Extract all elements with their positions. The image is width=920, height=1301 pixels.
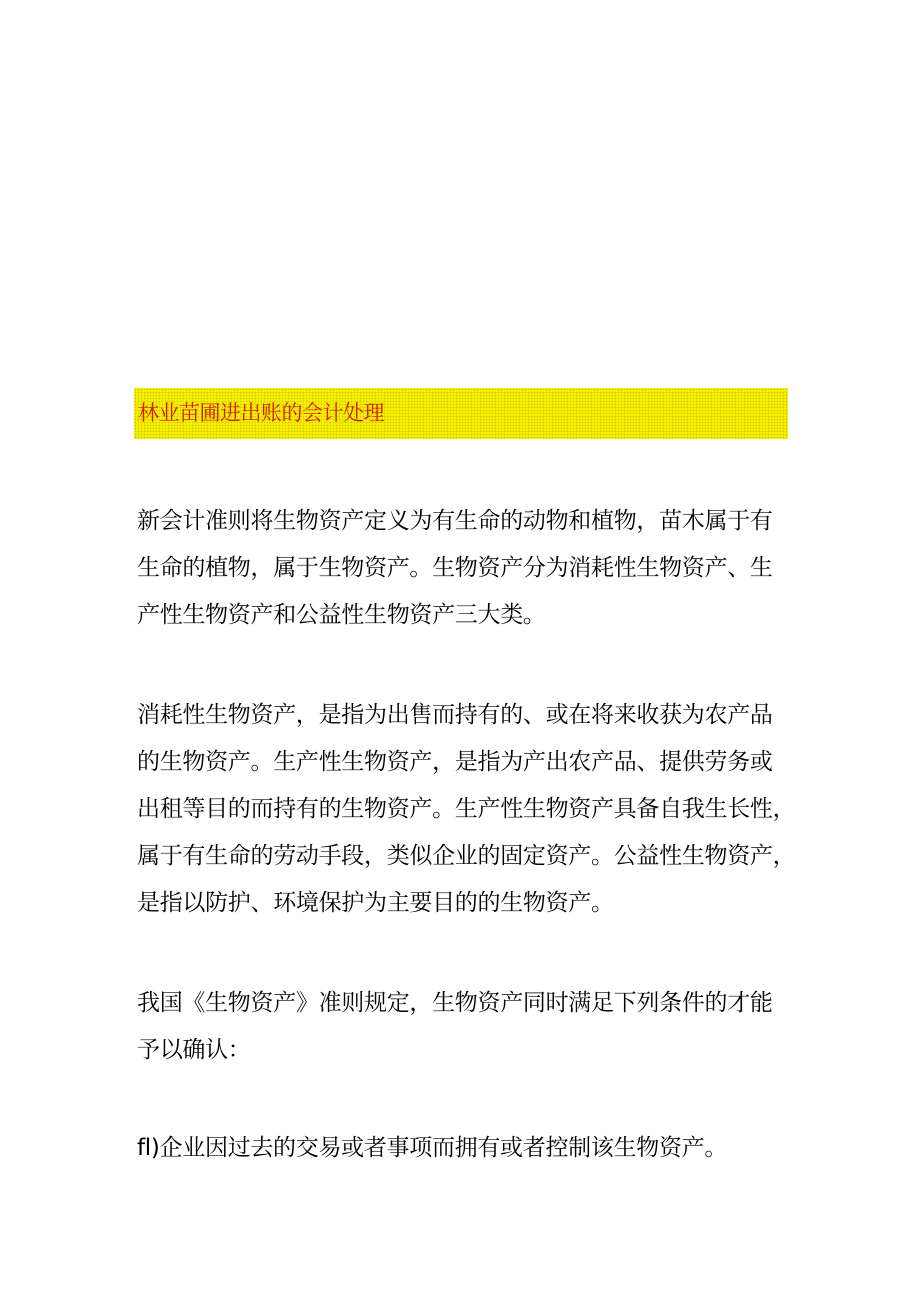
paragraph-line: 我国《生物资产》准则规定，生物资产同时满足下列条件的才能: [137, 990, 773, 1016]
paragraph-line: 新会计准则将生物资产定义为有生命的动物和植物，苗木属于有: [137, 508, 773, 534]
paragraph-categories: [137, 692, 797, 927]
paragraph-line: fl)企业因过去的交易或者事项而拥有或者控制该生物资产。: [137, 1135, 728, 1161]
paragraph-line: 产性生物资产和公益性生物资产三大类。: [137, 602, 546, 628]
paragraph-definition: [137, 498, 797, 639]
paragraph-line: 出租等目的而持有的生物资产。生产性生物资产具备自我生长性，: [137, 796, 796, 822]
paragraph-line: 生命的植物，属于生物资产。生物资产分为消耗性生物资产、生: [137, 555, 773, 581]
paragraph-line: 消耗性生物资产，是指为出售而持有的、或在将来收获为农产品: [137, 702, 773, 728]
paragraph-recognition: [137, 980, 797, 1074]
paragraph-line: 是指以防护、环境保护为主要目的的生物资产。: [137, 890, 614, 916]
paragraph-condition-1: [137, 1125, 797, 1172]
paragraph-line: 予以确认：: [137, 1037, 251, 1063]
title-highlight-band: [134, 388, 788, 439]
document-title: 林业苗圃进出账的会计处理: [138, 401, 384, 425]
paragraph-line: 属于有生命的劳动手段，类似企业的固定资产。公益性生物资产，: [137, 843, 796, 869]
paragraph-line: 的生物资产。生产性生物资产，是指为产出农产品、提供劳务或: [137, 749, 773, 775]
